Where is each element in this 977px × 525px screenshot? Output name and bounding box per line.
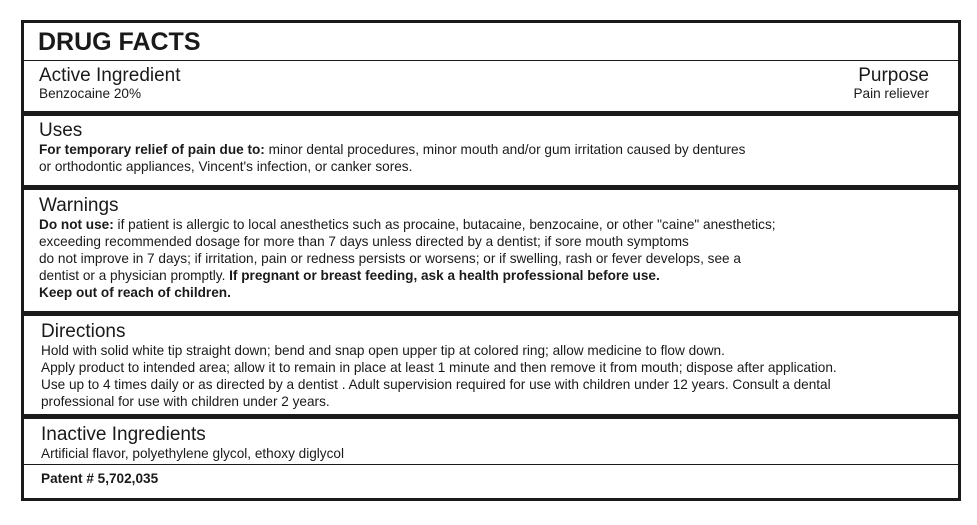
- directions-line-4: professional for use with children under 2 years.: [41, 394, 330, 409]
- drug-facts-title: DRUG FACTS: [38, 28, 201, 56]
- inactive-ingredients-text: Artificial flavor, polyethylene glycol, ethoxy diglycol: [41, 446, 344, 461]
- warnings-line-2: exceeding recommended dosage for more than 7 days unless directed by a dentist; if sore mouth symptoms: [39, 234, 689, 249]
- uses-line-1: For temporary relief of pain due to: minor dental procedures, minor mouth and/or gum irritation caused by dentures: [39, 142, 746, 157]
- active-ingredient-section: [24, 60, 958, 109]
- uses-heading: Uses: [39, 120, 83, 141]
- patent-section: [24, 464, 958, 487]
- patent-number: Patent # 5,702,035: [41, 471, 159, 486]
- active-ingredient-value: Benzocaine 20%: [39, 86, 142, 101]
- warnings-line-1: Do not use: if patient is allergic to local anesthetics such as procaine, butacaine, benzocaine, or other "caine" anesthetics;: [39, 217, 776, 232]
- uses-section: [24, 111, 958, 184]
- directions-section: [24, 311, 958, 416]
- uses-line-2: or orthodontic appliances, Vincent's infection, or canker sores.: [39, 159, 413, 174]
- inactive-ingredients-heading: Inactive Ingredients: [41, 424, 206, 445]
- purpose-value: Pain reliever: [853, 86, 929, 101]
- directions-line-3: Use up to 4 times daily or as directed by a dentist . Adult supervision required for use with children under 12 years. Consult a dental: [41, 377, 831, 392]
- inactive-ingredients-section: [24, 414, 958, 464]
- directions-heading: Directions: [41, 321, 126, 342]
- do-not-use-label: Do not use:: [39, 217, 114, 232]
- purpose-heading: Purpose: [858, 65, 929, 86]
- uses-lead: For temporary relief of pain due to:: [39, 142, 265, 157]
- active-ingredient-heading: Active Ingredient: [39, 65, 181, 86]
- directions-line-1: Hold with solid white tip straight down; bend and snap open upper tip at colored ring; allow medicine to flow down.: [41, 343, 725, 358]
- drug-facts-panel: [21, 20, 961, 501]
- warnings-heading: Warnings: [39, 195, 119, 216]
- warnings-section: [24, 185, 958, 310]
- title-section: [24, 28, 958, 56]
- pregnant-warning: If pregnant or breast feeding, ask a health professional before use.: [229, 268, 660, 283]
- warnings-line-3: do not improve in 7 days; if irritation, pain or redness persists or worsens; or if swelling, rash or fever develops, see a: [39, 251, 741, 266]
- warnings-line-4: dentist or a physician promptly. If pregnant or breast feeding, ask a health professional before use.: [39, 268, 660, 283]
- keep-out-of-reach: Keep out of reach of children.: [39, 285, 231, 300]
- directions-line-2: Apply product to intended area; allow it to remain in place at least 1 minute and then remove it from mouth; dispose after application.: [41, 360, 837, 375]
